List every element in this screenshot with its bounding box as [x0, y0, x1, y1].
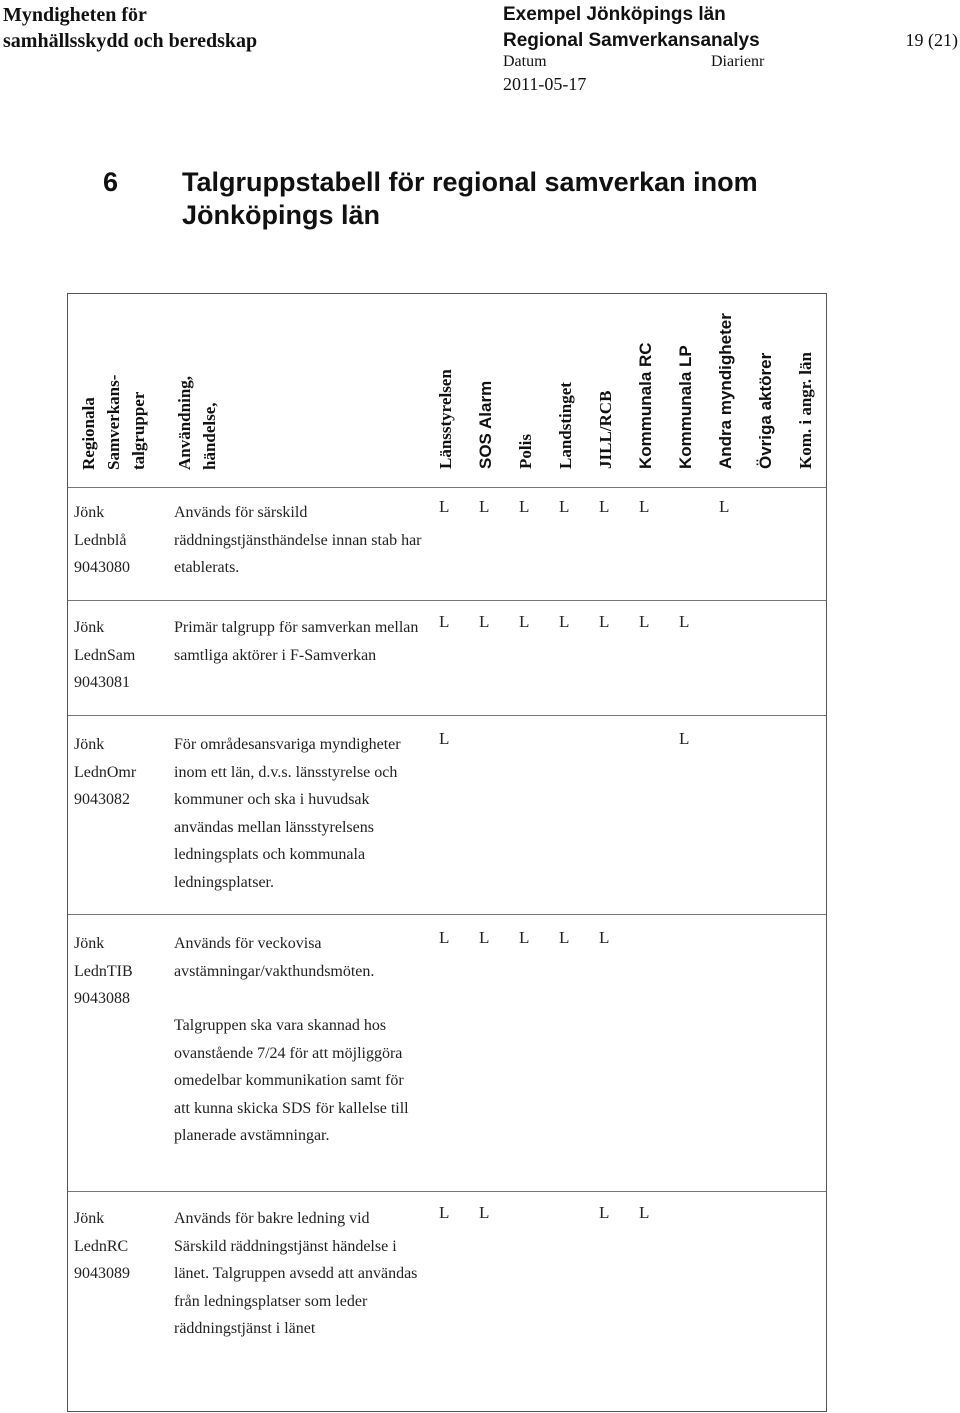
header-col1-line: Samverkans- [104, 374, 123, 470]
section-number: 6 [103, 167, 119, 197]
participation-mark: L [519, 612, 530, 631]
header-actor-andra-myndigheter: Andra myndigheter [716, 313, 735, 469]
group-line: Lednblå [74, 531, 127, 549]
participation-mark: L [479, 1203, 490, 1222]
group-cell [74, 614, 164, 697]
usage-cell [174, 930, 422, 1150]
document-title [503, 2, 760, 54]
group-line: LednTIB [74, 962, 133, 980]
header-actor-kommunala-rc: Kommunala RC [636, 342, 655, 469]
participation-mark: L [439, 928, 450, 947]
header-actor-kommunala-lp: Kommunala LP [676, 345, 695, 469]
group-line: Jönk [74, 736, 105, 753]
document-title-line1: Exempel Jönköpings län [503, 4, 726, 25]
header-actor-landstinget: Landstinget [556, 382, 575, 469]
participation-mark: L [439, 497, 450, 516]
participation-mark: L [479, 928, 490, 947]
participation-mark: L [599, 612, 610, 631]
participation-mark: L [559, 612, 570, 631]
org-name [3, 2, 257, 54]
usage-paragraph: Primär talgrupp för samverkan mellan samtliga aktörer i F-Samverkan [174, 619, 419, 664]
header-regionala-samverkanstalgrupper [76, 375, 151, 470]
group-line: 9043080 [74, 559, 130, 576]
group-line: Jönk [74, 504, 105, 521]
group-line: LednSam [74, 646, 136, 664]
usage-paragraph: Används för bakre ledning vid Särskild räddningstjänst händelse i länet. Talgruppen avsedd att användas från ledningsplatser som leder räddningstjänst i länet [174, 1210, 418, 1337]
header-actor-jill-rcb: JILL/RCB [596, 390, 615, 469]
org-name-line1: Myndigheten för [3, 4, 147, 26]
row-divider [68, 715, 826, 716]
participation-mark: L [599, 497, 610, 516]
participation-mark: L [479, 497, 490, 516]
header-actor-övriga-aktörer: Övriga aktörer [756, 352, 775, 469]
group-line: 9043089 [74, 1265, 130, 1282]
row-divider [68, 914, 826, 915]
participation-mark: L [639, 1203, 650, 1222]
group-cell [74, 499, 164, 582]
header-actor-polis: Polis [516, 434, 535, 469]
org-name-line2: samhällsskydd och beredskap [3, 30, 258, 52]
group-line: 9043081 [74, 674, 130, 691]
document-date: 2011-05-17 [503, 74, 587, 94]
talgrupp-table [67, 293, 827, 1412]
group-cell [74, 731, 164, 814]
participation-mark: L [519, 497, 530, 516]
participation-mark: L [599, 928, 610, 947]
usage-cell [174, 614, 422, 669]
usage-cell [174, 731, 422, 896]
usage-cell [174, 499, 422, 582]
header-actor-kom-i-angr-län: Kom. i angr. län [796, 352, 815, 469]
participation-mark: L [439, 612, 450, 631]
group-line: 9043088 [74, 990, 130, 1007]
participation-mark: L [679, 729, 690, 748]
header-col2-line: händelse, [200, 402, 219, 470]
usage-cell [174, 1205, 422, 1343]
participation-mark: L [599, 1203, 610, 1222]
header-col1-line: talgrupper [129, 391, 148, 470]
participation-mark: L [639, 497, 650, 516]
header-col1-line: Regionala [79, 397, 98, 470]
section-title: Talgruppstabell för regional samverkan inom Jönköpings län [182, 167, 758, 230]
usage-paragraph: Används för särskild räddningstjänsthändelse innan stab har etablerats. [174, 504, 422, 576]
group-cell [74, 930, 164, 1013]
row-divider [68, 487, 826, 488]
usage-paragraph: Används för veckovisa avstämningar/vakthundsmöten. [174, 935, 375, 980]
group-line: LednOmr [74, 763, 137, 781]
row-divider [68, 600, 826, 601]
header-col2-line: Användning, [175, 375, 194, 470]
usage-paragraph: För områdesansvariga myndigheter inom ett län, d.v.s. länsstyrelse och kommuner och ska i huvudsak användas mellan länsstyrelsens ledningsplats och kommunala ledningsplatser. [174, 736, 401, 891]
group-line: LednRC [74, 1237, 129, 1255]
participation-mark: L [559, 497, 570, 516]
participation-mark: L [479, 612, 490, 631]
datum-label: Datum [503, 53, 547, 70]
participation-mark: L [679, 612, 690, 631]
participation-mark: L [559, 928, 570, 947]
participation-mark: L [439, 729, 450, 748]
group-cell [74, 1205, 164, 1288]
group-line: Jönk [74, 935, 105, 952]
group-line: 9043082 [74, 791, 130, 808]
group-line: Jönk [74, 619, 105, 636]
document-title-line2: Regional Samverkansanalys [503, 30, 760, 51]
group-line: Jönk [74, 1210, 105, 1227]
header-anvandning-handelse [172, 376, 222, 470]
diarienr-label: Diarienr [711, 53, 765, 70]
participation-mark: L [439, 1203, 450, 1222]
usage-paragraph: Talgruppen ska vara skannad hos ovanstående 7/24 för att möjliggöra omedelbar kommunikation samt för att kunna skicka SDS för kallelse till planerade avstämningar. [174, 1017, 409, 1144]
page-number: 19 (21) [905, 30, 958, 50]
participation-mark: L [639, 612, 650, 631]
header-actor-länsstyrelsen: Länsstyrelsen [436, 369, 455, 469]
row-divider [68, 1191, 826, 1192]
participation-mark: L [719, 497, 730, 516]
header-actor-sos-alarm: SOS Alarm [476, 380, 495, 469]
participation-mark: L [519, 928, 530, 947]
